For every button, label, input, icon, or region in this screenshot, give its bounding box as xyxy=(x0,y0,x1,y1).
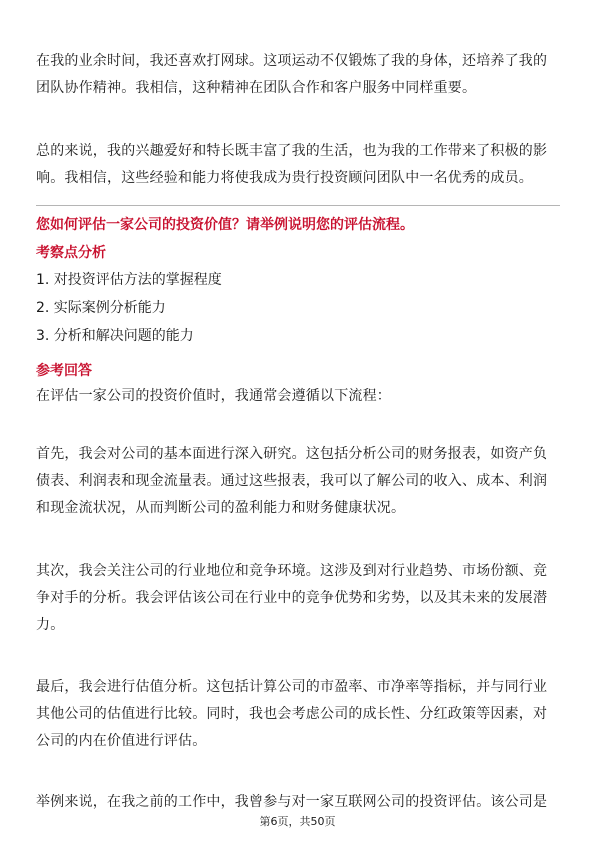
answer-paragraph-fundamentals: 首先，我会对公司的基本面进行深入研究。这包括分析公司的财务报表，如资产负债表、利润表和现金流量表。通过这些报表，我可以了解公司的收入、成本、利润和现金流状况，从而判断公司的盈利能力和财务健康状况。 xyxy=(36,446,548,516)
answer-intro: 在评估一家公司的投资价值时，我通常会遵循以下流程： xyxy=(36,388,391,404)
analysis-item: 3. 分析和解决问题的能力 xyxy=(36,328,194,344)
question-divider xyxy=(36,205,560,206)
paragraph-tennis: 在我的业余时间，我还喜欢打网球。这项运动不仅锻炼了我的身体，还培养了我的团队协作精神。我相信，这种精神在团队合作和客户服务中同样重要。 xyxy=(36,53,548,96)
answer-paragraph-industry: 其次，我会关注公司的行业地位和竞争环境。这涉及到对行业趋势、市场份额、竞争对手的分析。我会评估该公司在行业中的竞争优势和劣势，以及其未来的发展潜力。 xyxy=(36,563,548,633)
question-heading: 您如何评估一家公司的投资价值？请举例说明您的评估流程。 xyxy=(36,217,414,233)
answer-paragraph-example: 举例来说，在我之前的工作中，我曾参与对一家互联网公司的投资评估。该公司是 xyxy=(36,794,548,810)
page-number: 第6页，共50页 xyxy=(259,815,336,828)
analysis-label: 考察点分析 xyxy=(36,245,106,261)
analysis-item: 2. 实际案例分析能力 xyxy=(36,300,166,316)
answer-paragraph-valuation: 最后，我会进行估值分析。这包括计算公司的市盈率、市净率等指标，并与同行业其他公司的估值进行比较。同时，我也会考虑公司的成长性、分红政策等因素，对公司的内在价值进行评估。 xyxy=(36,679,548,749)
answer-label: 参考回答 xyxy=(36,363,92,379)
analysis-item: 1. 对投资评估方法的掌握程度 xyxy=(36,272,222,288)
paragraph-summary: 总的来说，我的兴趣爱好和特长既丰富了我的生活，也为我的工作带来了积极的影响。我相信，这些经验和能力将使我成为贵行投资顾问团队中一名优秀的成员。 xyxy=(36,143,548,186)
